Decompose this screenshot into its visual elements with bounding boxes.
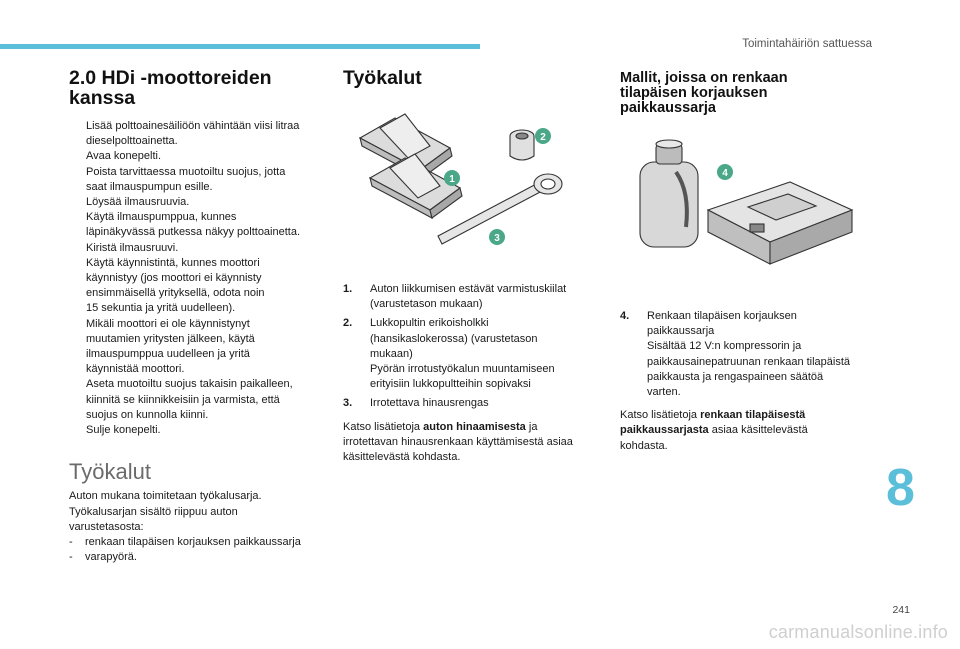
repair-kit-section-title: Mallit, joissa on renkaan tilapäisen korjauksen paikkaussarja	[620, 70, 788, 116]
list-item: Lisää polttoainesäiliöön vähintään viisi litraa dieselpolttoainetta.	[86, 120, 300, 148]
running-head: Toimintahäiriön sattuessa	[742, 38, 872, 50]
list-item: Sulje konepelti.	[86, 424, 161, 437]
wheel-chock-icon	[370, 154, 462, 218]
tool-items-list	[343, 282, 603, 412]
list-item: Aseta muotoiltu suojus takaisin paikalleen, kiinnitä se kiinnikkeisiin ja varmista, että suojus on kunnolla kiinni.	[86, 378, 293, 421]
hdi-section-title: 2.0 HDi -moottoreiden kanssa	[69, 67, 272, 109]
list-item: Mikäli moottori ei ole käynnistynyt muutamien yritysten jälkeen, käytä ilmauspumppua uudelleen ja yritä käynnistää moottori.	[86, 317, 255, 376]
tools-section-title: Työkalut	[343, 67, 422, 89]
repair-kit-reference: Katso lisätietoja renkaan tilapäisestä paikkaussarjasta asiaa käsittelevästä kohdasta.	[620, 409, 808, 452]
callout-1	[444, 170, 460, 186]
list-item: Käytä ilmauspumppua, kunnes läpinäkyvässä putkessa näkyy polttoainetta.	[86, 211, 301, 239]
callout-3	[489, 229, 505, 245]
list-item: - renkaan tilapäisen korjauksen paikkaussarja	[69, 536, 301, 549]
bleeding-steps-list	[69, 119, 325, 438]
callout-2	[535, 128, 551, 144]
page-number: 241	[892, 604, 910, 616]
compressor-icon	[708, 182, 852, 264]
list-item: Löysää ilmausruuvia.	[86, 196, 190, 209]
repair-kit-list	[620, 309, 865, 400]
callout-4	[717, 164, 733, 180]
list-item: 2. Lukkopultin erikoisholkki (hansikaslokerossa) (varustetason mukaan) Pyörän irrotustyökalun muuntamiseen erityisiin lukkopultteihin sopivaksi	[343, 317, 555, 391]
svg-text:1: 1	[449, 174, 455, 185]
tools-list	[69, 535, 325, 565]
svg-text:4: 4	[722, 168, 728, 179]
tools-illustration	[350, 98, 590, 248]
svg-text:3: 3	[494, 233, 500, 244]
watermark-text: carmanualsonline.info	[768, 622, 948, 642]
svg-text:2: 2	[540, 132, 546, 143]
sealant-bottle-icon	[640, 140, 698, 247]
repair-kit-illustration	[630, 132, 860, 267]
towing-reference: Katso lisätietoja auton hinaamisesta ja irrotettavan hinausrenkaan käyttämisestä asiaa käsittelevästä kohdasta.	[343, 420, 573, 464]
list-item: Avaa konepelti.	[86, 150, 162, 163]
list-item: 4. Renkaan tilapäisen korjauksen paikkaussarja Sisältää 12 V:n kompressorin ja paikkausainepatruunan renkaan tilapäistä paikkausta ja rengaspaineen säätöä varten.	[620, 310, 851, 399]
list-item: 1. Auton liikkumisen estävät varmistuskiilat (varustetason mukaan)	[343, 283, 567, 311]
header-accent-bar	[0, 44, 480, 49]
chapter-number: 8	[886, 459, 915, 517]
list-item: Poista tarvittaessa muotoiltu suojus, jotta saat ilmauspumpun esille.	[86, 165, 286, 193]
list-item: - varapyörä.	[69, 551, 137, 564]
list-item: 3. Irrotettava hinausrengas	[343, 397, 489, 410]
list-item: Käytä käynnistintä, kunnes moottori käynnistyy (jos moottori ei käynnisty ensimmäisellä yrityksellä, odota noin 15 sekuntia ja yritä uudelleen).	[86, 256, 265, 315]
list-item: Kiristä ilmausruuvi.	[86, 241, 179, 254]
column-left	[69, 68, 325, 565]
lock-bolt-socket-icon	[510, 130, 534, 160]
tools-heading: Työkalut	[69, 459, 151, 485]
tools-intro: Auton mukana toimitetaan työkalusarja. Työkalusarjan sisältö riippuu auton varustetasosta:	[69, 490, 262, 533]
